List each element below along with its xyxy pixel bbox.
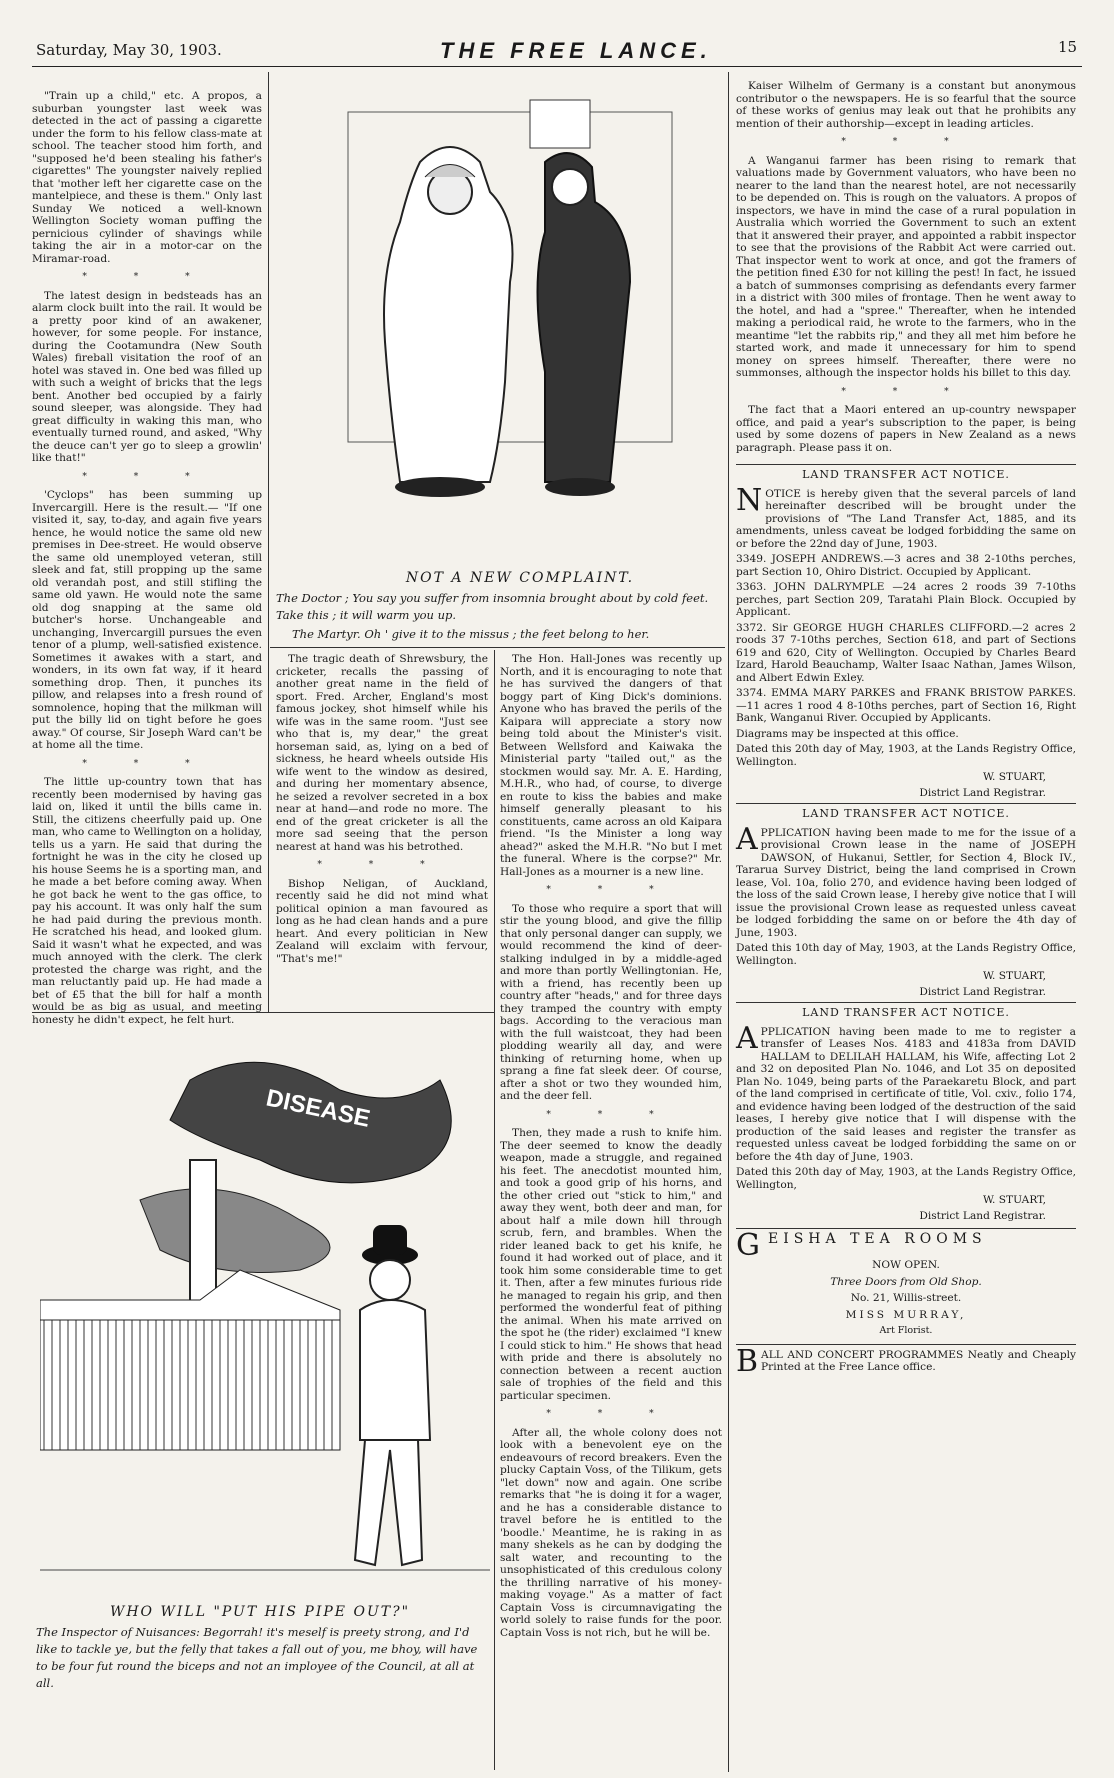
cartoon-pipe	[40, 1020, 490, 1600]
paragraph-cigarette: "Train up a child," etc. A propos, a suburban youngster last week was detected in the act of passing a cigarette under the form to his fellow class-mate at school. The teacher stood him forth, and "supposed he'd been stealing his father's cigarettes" The youngster naively replied that 'mother left her cigarette case on the mantelpiece, and these is them." Only last Sunday We noticed a well-known Wellington Society woman puffing the pernicious cylinder of shavings while taking the air in a motor-car on the Miramar-road.	[32, 90, 262, 265]
ad-line: MISS MURRAY,	[845, 1308, 967, 1321]
paragraph-invercargill: 'Cyclops" has been summing up Invercargill. Here is the result.— "If one visited it, say, to-day, and again five years hence, he would notice the same old new premises in Dee-street. He would observe the same old unemployed veteran, still sleek and fat, still propping up the same old verandah post, and still stifling the same old yawn. He would note the same old dog snapping at the same old butcher's horse. Unchangeable and unchanging, Invercargill pursues the even tenor of a plump, well-satisfied existence. Sometimes it awakes with a start, and wonders, in its own fat way, if it heard something drop. Then, it punches its pillow, and relapses into a fresh round of somnolence, hoping that the milkman will put the billy lid on tight before he goes away." Of course, Sir Joseph Ward can't be at home all the time.	[32, 489, 262, 751]
ad-line: NOW OPEN.	[872, 1259, 940, 1271]
cartoon1-title: NOT A NEW COMPLAINT.	[405, 570, 635, 586]
notice-heading: LAND TRANSFER ACT NOTICE.	[802, 468, 1010, 481]
column-rule	[728, 72, 729, 1772]
notice-entry: 3363. JOHN DALRYMPLE —24 acres 2 roods 39 7-10ths perches, part Section 209, Taratahi Plain Block. Occupied by Applicant.	[736, 581, 1076, 618]
dropcap: A	[736, 821, 758, 857]
paragraph-shrewsbury: The tragic death of Shrewsbury, the cricketer, recalls the passing of another great name in the field of sport. Fred. Archer, England's most famous jockey, shot himself while his wife was in the same room. "Just see who that is, my dear," the great horseman said, as, lying on a bed of sickness, he heard wheels outside His wife went to the window as desired, and during her momentary absence, he seized a revolver secreted in a box near at hand—and rode no more. The end of the great cricketer is all the more sad seeing that the person nearest at hand was his betrothed.	[276, 653, 488, 853]
issue-date: Saturday, May 30, 1903.	[36, 41, 222, 59]
dropcap: B	[736, 1343, 759, 1379]
paragraph-bedsteads: The latest design in bedsteads has an alarm clock built into the rail. It would be a pretty poor kind of an awakener, however, for some people. For instance, during the Cootamundra (New South Wales) fireball visitation the roof of an hotel was staved in. One bed was filled up with such a weight of bricks that the legs bent. Another bed occupied by a fairly sound sleeper, was alongside. They had great difficulty in waking this man, who eventually turned round, and asked, "Why the deuce can't yer go to sleep a growlin' like that!"	[32, 289, 262, 464]
column-right	[736, 80, 1076, 1379]
column-middle-right	[500, 653, 722, 1645]
ad-line: Three Doors from Old Shop.	[830, 1275, 982, 1288]
notice-rule	[736, 803, 1076, 804]
ad-text: ALL AND CONCERT PROGRAMMES Neatly and Cheaply Printed at the Free Lance office.	[761, 1348, 1076, 1373]
column-left	[32, 90, 262, 1032]
land-notice-2	[736, 808, 1076, 998]
notice-signature: W. STUART,	[982, 970, 1046, 982]
column-rule	[268, 72, 269, 1012]
ad-geisha-tea-rooms	[736, 1228, 1076, 1338]
section-rule	[32, 1012, 494, 1013]
notice-rule	[736, 1002, 1076, 1003]
ad-rule	[736, 1228, 1076, 1229]
notice-heading: LAND TRANSFER ACT NOTICE.	[802, 1006, 1010, 1019]
cartoon2-title: WHO WILL "PUT HIS PIPE OUT?"	[109, 1604, 411, 1620]
land-notice-3	[736, 1007, 1076, 1222]
cartoon2-caption: The Inspector of Nuisances: Begorrah! it's meself is preety strong, and I'd like to tackle ye, but the felly that takes a fall out of you, me bhoy, will have to be four fut round the biceps and not an imployee of the Council, at all at all.	[36, 1625, 478, 1690]
separator-stars: * * *	[82, 471, 212, 482]
page-number: 15	[1058, 38, 1078, 56]
paragraph-kaiser: Kaiser Wilhelm of Germany is a constant but anonymous contributor o the newspapers. He is so fearful that the source of these works of genius may leak out that he prohibits any mention of their authorship—except in leading articles.	[736, 80, 1076, 130]
column-rule	[494, 650, 495, 1770]
notice-dated: Dated this 20th day of May, 1903, at the Lands Registry Office, Wellington.	[736, 743, 1076, 768]
notice-signature: W. STUART,	[982, 1194, 1046, 1206]
notice-dated: Dated this 20th day of May, 1903, at the Lands Registry Office, Wellington,	[736, 1166, 1076, 1191]
separator-stars: * * *	[546, 1109, 676, 1120]
land-notice-1	[736, 469, 1076, 799]
dropcap: G	[736, 1228, 765, 1263]
dropcap: N	[736, 482, 763, 518]
ad-rule	[736, 1344, 1076, 1345]
header-rule	[32, 66, 1082, 67]
cartoon-insomnia	[330, 82, 690, 542]
paragraph-neligan: Bishop Neligan, of Auckland, recently said he did not mind what political opinion a man favoured as long as he had clean hands and a pure heart. And every politician in New Zealand will exclaim with fervour, "That's me!"	[276, 877, 488, 965]
notice-entry: 3349. JOSEPH ANDREWS.—3 acres and 38 2-10ths perches, part Section 10, Ohiro District. Occupied by Applicant.	[736, 553, 1076, 578]
cartoon1-caption-martyr: The Martyr. Oh ' give it to the missus ; the feet belong to her.	[292, 627, 650, 641]
notice-body: PPLICATION having been made to me for the issue of a provisional Crown lease in the name of JOSEPH DAWSON, of Hukanui, Settler, for Section 4, Block IV., Tararua Survey District, being the land comprised in Crown lease, Vol. 10a, folio 270, and evidence having been lodged of the loss of the said Crown lease, I hereby give notice that I will issue the provisional Crown lease as requested unless caveat be lodged forbidding the same on or before the 4th day of June, 1903.	[736, 826, 1076, 939]
notice-entry: 3374. EMMA MARY PARKES and FRANK BRISTOW PARKES.—11 acres 1 rood 4 8-10ths perches, part of Section 16, Right Bank, Wanganui River. Occupied by Applicants.	[736, 687, 1076, 724]
ad-title: EISHA TEA ROOMS	[767, 1231, 987, 1247]
notice-heading: LAND TRANSFER ACT NOTICE.	[802, 807, 1010, 820]
ad-line: Art Florist.	[879, 1325, 933, 1336]
notice-rule	[736, 464, 1076, 465]
section-rule	[270, 647, 725, 648]
notice-signature-title: District Land Registrar.	[919, 786, 1046, 799]
column-middle-left	[276, 653, 488, 971]
separator-stars: * * *	[82, 758, 212, 769]
paragraph-maori: The fact that a Maori entered an up-country newspaper office, and paid a year's subscription to the paper, is being used by some dozens of papers in New Zealand as a news paragraph. Please pass it on.	[736, 404, 1076, 454]
separator-stars: * * *	[841, 137, 971, 147]
notice-body: PPLICATION having been made to me to register a transfer of Leases Nos. 4183 and 4183a from DAVID HALLAM to DELILAH HALLAM, his Wife, affecting Lot 2 and 32 on deposited Plan No. 1046, and Lot 35 on deposited Plan No. 1049, being parts of the Paraekaretu Block, and part of the land comprised in certificate of title, Vol. cxiv., folio 174, and evidence having been lodged of the destruction of the said leases, I hereby give notice that I will dispense with the production of the said leases and register the transfer as requested unless caveat be lodged forbidding the same on or before the 4th day of June, 1903.	[736, 1025, 1076, 1163]
separator-stars: * * *	[82, 272, 212, 282]
masthead-title: THE FREE LANCE.	[440, 38, 712, 63]
ad-line: No. 21, Willis-street.	[850, 1292, 962, 1304]
cartoon1-caption-doctor: The Doctor ; You say you suffer from insomnia brought about by cold feet. Take this ; it will warm you up.	[276, 591, 709, 622]
separator-stars: * * *	[841, 386, 971, 397]
separator-stars: * * *	[317, 860, 447, 870]
separator-stars: * * *	[546, 1409, 676, 1419]
paragraph-gas: The little up-country town that has recently been modernised by having gas laid on, liked it until the bills came in. Still, the citizens cheerfully paid up. One man, who came to Wellington on a holiday, tells us a yarn. He said that during the fortnight he was in the city he closed up his house Seems he is a sporting man, and he made a bet before coming away. When he got back he went to the gas office, to pay his account. It was only half the sum he had paid during the previous month. He scratched his head, and looked glum. Said it wasn't what he expected, and was much annoyed with the clerk. The clerk protested the charge was right, and the man reluctantly paid up. He had made a bet of £5 that the bill for half a month would be as big as usual, and meeting honesty he didn't expect, he felt hurt.	[32, 776, 262, 1026]
paragraph-voss: After all, the whole colony does not look with a benevolent eye on the endeavours of record breakers. Even the plucky Captain Voss, of the Tilikum, gets "let down" now and again. One scribe remarks that "he is doing it for a wager, and he has a considerable distance to travel before he is entitled to the 'boodle.' Meantime, he is raking in as many shekels as he can by dodging the salt water, and recounting to the unsophisticated of this credulous colony the thrilling narrative of his money-making voyage." As a matter of fact Captain Voss is circumnavigating the world solely to raise funds for the poor. Captain Voss is not rich, but he will be.	[500, 1426, 722, 1639]
paragraph-rabbit-inspector: A Wanganui farmer has been rising to remark that valuations made by Government valuators, who have been no nearer to the land than the nearest hotel, are not necessarily to be depended on. This is rough on the valuators. A propos of inspectors, we have in mind the case of a rural population in Australia which worried the Government to such an extent that it answered their prayer, and appointed a rabbit inspector to see that the provisions of the Rabbit Act were carried out. That inspector went to work at once, and got the framers of the petition fined £30 for not killing the pest! In fact, he issued a batch of summonses comprising as defendants every farmer in a district with 300 miles of frontage. Then he went away to the hotel, and had a "spree." Thereafter, when he intended making a periodical raid, he wrote to the farmers, who in the meantime "let the rabbits rip," and they all met him before he started work, and made it unnecessary for him to spend money on sprees himself. Thereafter, there were no summonses, although the inspector holds his billet to this day.	[736, 154, 1076, 379]
ad-programmes	[736, 1343, 1076, 1379]
paragraph-hall-jones: The Hon. Hall-Jones was recently up North, and it is encouraging to note that he has survived the dangers of that boggy part of King Dick's dominions. Anyone who has braved the perils of the Kaipara will appreciate a story now being told about the Minister's visit. Between Wellsford and Kaiwaka the Ministerial party "tailed out," as the stockmen would say. Mr. A. E. Harding, M.H.R., who had, of course, to diverge en route to kiss the babies and make himself generally pleasant to his constituents, came across an old Kaipara friend. "Is the Minister a long way ahead?" asked the M.H.R. "No but I met the funeral. Where is the corpse?" Mr. Hall-Jones as a mourner is a new line.	[500, 653, 722, 878]
notice-dated: Dated this 10th day of May, 1903, at the Lands Registry Office, Wellington.	[736, 942, 1076, 967]
notice-entry: Diagrams may be inspected at this office.	[736, 727, 959, 740]
paragraph-deer-stalking: To those who require a sport that will stir the young blood, and give the fillip that only personal danger can supply, we would recommend the kind of deer-stalking indulged in by a middle-aged and more than portly Wellingtonian. He, with a friend, has recently been up country after "heads," and for three days they tramped the country with empty bags. According to the veracious man with the full waistcoat, they had been plodding wearily all day, and were thinking of returning home, when up sprang a fine fat sleek deer. Of course, after a shot or two they wounded him, and the deer fell.	[500, 902, 722, 1102]
notice-signature: W. STUART,	[982, 771, 1046, 783]
notice-signature-title: District Land Registrar.	[919, 1209, 1046, 1222]
dropcap: A	[736, 1020, 758, 1056]
paragraph-deer-ride: Then, they made a rush to knife him. The deer seemed to know the deadly weapon, made a struggle, and regained his feet. The anecdotist mounted him, and took a good grip of his horns, and the other cried out "stick to him," and away they went, both deer and man, for about half a mile down hill through scrub, fern, and brambles. When the rider leaned back to get his knife, he found it had worked out of place, and it took him some considerable time to get it. Then, after a few minutes furious ride he managed to regain his grip, and then performed the wonderful feat of pithing the animal. When his mate arrived on the spot he (the rider) exclaimed "I knew I could stick to him." He shows that head with pride and there is absolutely no connection between a recent auction sale of trophies of the field and this particular specimen.	[500, 1127, 722, 1402]
notice-entry: 3372. Sir GEORGE HUGH CHARLES CLIFFORD.—2 acres 2 roods 37 7-10ths perches, Section 618, and part of Sections 619 and 620, City of Wellington. Occupied by Charles Beard Izard, Harold Beauchamp, Walter Isaac Nathan, James Wilson, and Albert Edwin Exley.	[736, 621, 1076, 684]
smoke-label: DISEASE	[263, 1084, 373, 1133]
notice-signature-title: District Land Registrar.	[919, 985, 1046, 998]
notice-intro: OTICE is hereby given that the several parcels of land hereinafter described will be brought under the provisions of "The Land Transfer Act, 1885, and its amendments, unless caveat be lodged forbidding the same on or before the 22nd day of June, 1903.	[736, 487, 1076, 550]
separator-stars: * * *	[546, 885, 676, 895]
